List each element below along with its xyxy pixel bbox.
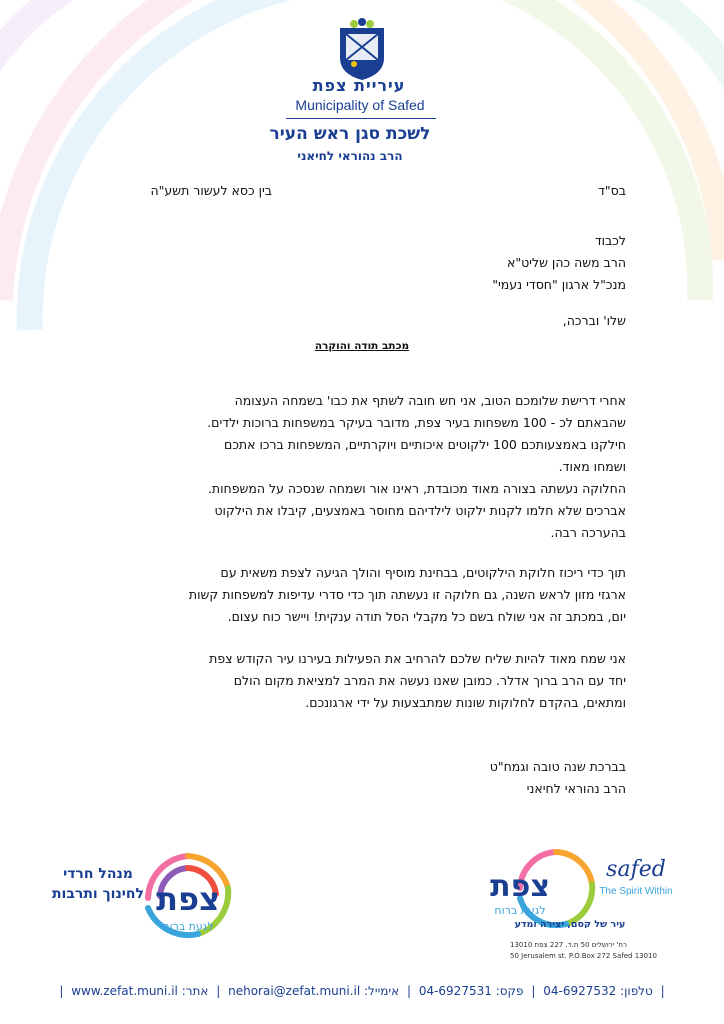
text-line: ארגזי מזון לראש השנה, גם חלוקה זו נעשתה תוך כדי סדרי עדיפות למשפחות קשות (188, 587, 626, 602)
fax-number[interactable]: 04-6927531 (418, 984, 492, 998)
paragraph-2 (98, 562, 626, 628)
right-logo-en: safed (606, 857, 666, 882)
closing-block (98, 756, 626, 800)
address-hebrew: רח' ירושלים 50 ת.ד. 227 צפת 13010 (510, 941, 627, 949)
phone-label: טלפון: (620, 984, 653, 998)
office-subtitle: הרב נהוראי לחיאני (297, 149, 403, 163)
right-logo-spirit: The Spirit Within (599, 886, 673, 897)
greeting: שלו' וברכה, (562, 313, 626, 328)
left-logo-tag: לגעת ברוח (162, 920, 214, 933)
left-logo-city: צפת (156, 880, 220, 918)
email-link[interactable]: nehorai@zefat.muni.il (228, 984, 361, 998)
closing-line: הרב נהוראי לחיאני (526, 781, 626, 796)
right-logo-tag: לגעת ברוח (494, 904, 546, 917)
text-line: יחד עם הרב ברוך אדלר. כמובן שאנו נעשה את המרב למציאת מקום הולם (233, 673, 626, 688)
city-name-english: Municipality of Safed (295, 97, 425, 113)
left-logo-top: מנהל חרדי (63, 866, 133, 882)
city-name-hebrew: עיריית צפת (312, 76, 406, 95)
header-divider (286, 118, 436, 119)
left-logo-bottom: לחינוך ותרבות (51, 886, 145, 902)
recipient-line: לכבוד (594, 233, 626, 248)
bsd-mark: בס"ד (598, 183, 626, 198)
text-line: שהבאתם לכ - 100 משפחות בעיר צפת, מדובר בעיקר במשפחות ברוכות ילדים. (207, 415, 626, 430)
recipient-line: הרב משה כהן שליט"א (506, 255, 626, 270)
text-line: ושמחו מאוד. (558, 459, 626, 474)
paragraph-3 (98, 648, 626, 714)
email-label: אימייל: (364, 984, 400, 998)
safed-city-logo (460, 838, 686, 928)
text-line: אברכים שלא חלמו לקנות ילקוט לילדיהם מחוסר באמצעים, קיבלו את הילקוט (214, 503, 626, 518)
recipient-block (98, 230, 626, 296)
letter-subject: מכתב תודה והוקרה (314, 340, 410, 352)
address-english: 50 Jerusalem st. P.O.Box 272 Safed 13010 (510, 952, 657, 960)
phone-number[interactable]: 04-6927532 (543, 984, 617, 998)
right-logo-city: צפת (490, 869, 550, 904)
contact-bar: | טלפון: 04-6927532 | פקס: 04-6927531 | אימייל: nehorai@zefat.muni.il | אתר: www.zefat.muni.il | (59, 984, 665, 998)
closing-line: בברכת שנה טובה וגמח"ט (489, 759, 626, 774)
office-title: לשכת סגן ראש העיר (269, 124, 431, 144)
text-line: החלוקה נעשתה בצורה מאוד מכובדת, ראינו אור ושמחה שנסכה על המשפחות. (207, 481, 626, 496)
haredi-education-logo (28, 838, 238, 944)
hebrew-date: בין כסא לעשור תשע"ה (150, 183, 272, 198)
text-line: אחרי דרישת שלומכם הטוב, אני חש חובה לשתף את כבו' בשמחה העצומה (234, 393, 626, 408)
recipient-line: מנכ"ל ארגון "חסדי נעמי" (492, 277, 626, 292)
paragraph-1 (98, 390, 626, 544)
text-line: בהערכה רבה. (550, 525, 626, 540)
site-label: אתר: (181, 984, 209, 998)
text-line: חילקנו באמצעותכם 100 ילקוטים איכותיים ויוקרתיים, המשפחות ברכו אתכם (224, 437, 626, 452)
text-line: ומתאים, בהקדם לחלוקות שונות שמתבצעות על ידי ארגונכם. (305, 695, 626, 710)
city-crest-icon (334, 18, 390, 82)
text-line: יום, במכתב זה אני שולח בשם כל מקבלי הסל תודה ענקית! ויישר כוח עצום. (227, 609, 626, 624)
text-line: תוך כדי ריכוז חלוקת הילקוטים, בבחינת מוסיף והולך הגיעה לצפת משאית עם (220, 565, 626, 580)
text-line: אני שמח מאוד להיות שליח שלכם להרחיב את הפעילות בעירנו עיר הקודש צפת (209, 651, 626, 666)
right-logo-slogan: עיר של קסם, יצירה ומדע (514, 919, 626, 928)
website-link[interactable]: www.zefat.muni.il (71, 984, 178, 998)
fax-label: פקס: (495, 984, 524, 998)
